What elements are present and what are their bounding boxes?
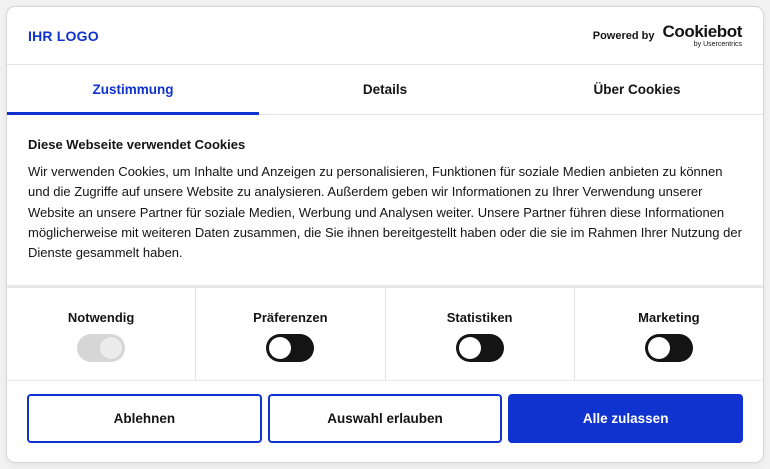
consent-body: Wir verwenden Cookies, um Inhalte und Anzeigen zu personalisieren, Funktionen für soziale Medien anbieten zu können und die Zugriffe auf unsere Website zu analysieren. Außerdem geben wir Informationen zu Ihrer Verwendung unserer Website an unsere Partner für soziale Medien, Werbung und Analysen weiter. Unsere Partner führen diese Informationen möglicherweise mit weiteren Daten zusammen, die Sie ihnen bereitgestellt haben oder die sie im Rahmen Ihrer Nutzung der Dienste gesammelt haben.: [28, 164, 742, 261]
allow-all-button[interactable]: Alle zulassen: [508, 394, 743, 443]
switch-knob: [459, 337, 481, 359]
toggle-cell-marketing: [574, 288, 763, 380]
switch-knob: [648, 337, 670, 359]
powered-by-label: Powered by: [592, 29, 655, 42]
tab-bar: [7, 65, 763, 115]
praeferenzen-switch[interactable]: [266, 334, 314, 362]
category-toggles: [7, 285, 763, 381]
consent-title: Diese Webseite verwendet Cookies: [28, 137, 246, 152]
toggle-label-marketing: Marketing: [638, 310, 700, 325]
toggle-cell-praeferenzen: [195, 288, 384, 380]
toggle-label-notwendig: Notwendig: [67, 310, 135, 325]
notwendig-switch: [77, 334, 125, 362]
allow-selection-button[interactable]: Auswahl erlauben: [268, 394, 503, 443]
decline-button[interactable]: Ablehnen: [27, 394, 262, 443]
toggle-cell-notwendig: [7, 288, 195, 380]
tab-details[interactable]: Details: [362, 82, 408, 97]
powered-by[interactable]: [593, 23, 742, 48]
tab-zustimmung[interactable]: Zustimmung: [7, 65, 259, 114]
toggle-label-praeferenzen: Präferenzen: [253, 310, 328, 325]
marketing-switch[interactable]: [645, 334, 693, 362]
toggle-label-statistiken: Statistiken: [446, 310, 513, 325]
site-logo: IHR LOGO: [28, 27, 99, 44]
consent-content: [7, 115, 763, 285]
dialog-header: [7, 7, 763, 65]
statistiken-switch[interactable]: [456, 334, 504, 362]
cookiebot-sub: by Usercentrics: [693, 41, 742, 48]
switch-knob: [269, 337, 291, 359]
action-buttons: [7, 381, 763, 443]
cookiebot-logo: [662, 23, 742, 48]
switch-knob: [100, 337, 122, 359]
tab-ueber-cookies[interactable]: Über Cookies: [593, 82, 681, 97]
cookie-consent-dialog: [7, 7, 763, 462]
cookiebot-name: Cookiebot: [662, 22, 742, 41]
toggle-cell-statistiken: [385, 288, 574, 380]
